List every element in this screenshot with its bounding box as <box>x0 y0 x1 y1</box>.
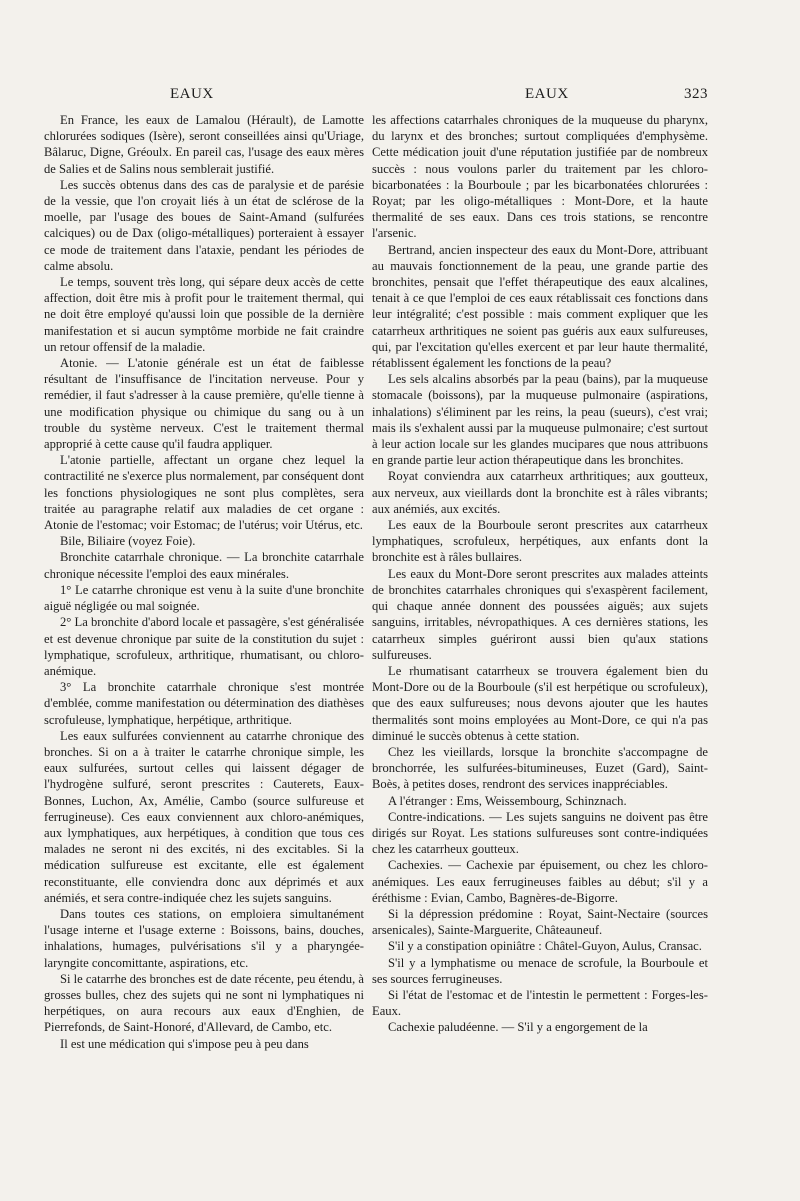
paragraph: A l'étranger : Ems, Weissembourg, Schinznach. <box>388 793 627 808</box>
paragraph: Royat conviendra aux catarrheux arthritiques; aux goutteux, aux nerveux, aux vieillards dont la bronchite est à râles vibrants; aux anémiés, aux excités. <box>372 469 708 516</box>
paragraph: Les succès obtenus dans des cas de paralysie et de parésie de la vessie, que l'on croyait liés à un état de sclérose de la moelle, par l'usage des boues de Saint-Amand (sulfurées calciques) ou de Dax (oligo-métalliques) porteraient à essayer ce mode de traitement dans l'ataxie, pendant les périodes de calme absolu. <box>44 177 364 273</box>
paragraph: Le temps, souvent très long, qui sépare deux accès de cette affection, doit être mis à profit pour le traitement thermal, qui ne doit être employé qu'aussi loin que possible de la dernière manifestation et si aucun symptôme morbide ne fait craindre un retour offensif de la maladie. <box>44 275 364 354</box>
paragraph: les affections catarrhales chroniques de la muqueuse du pharynx, du larynx et des bronches; surtout compliquées d'emphysème. Cette médication jouit d'une réputation justifiée par de nombreux succès : nous voulons parler du traitement par les chloro-bicarbonatées : la Bourboule ; par les bicarbonatées chlorurées : Royat; par les oligo-métalliques : Mont-Dore, et la haute thermalité de ses eaux. Dans ces trois stations, se rencontre l'arsenic. <box>372 113 708 241</box>
paragraph: Le rhumatisant catarrheux se trouvera également bien du Mont-Dore ou de la Bourboule (s'il est herpétique ou scrofuleux), que des eaux sulfureuses; nous devons ajouter que les hautes thermalités sont moins employées au Mont-Dore, ce qui n'a pas diminué le succès obtenus à cette station. <box>372 663 708 743</box>
paragraph: Il est une médication qui s'impose peu à peu dans <box>60 1036 309 1051</box>
paragraph: Bile, Biliaire (voyez Foie). <box>60 534 196 549</box>
paragraph: Dans toutes ces stations, on emploiera simultanément l'usage interne et l'usage externe : Boissons, bains, douches, inhalations, humages, pulvérisations s'il y a pharyngée-laryngite concomittante, aspirations, etc. <box>44 906 364 970</box>
paragraph: Les sels alcalins absorbés par la peau (bains), par la muqueuse stomacale (boissons), par la muqueuse pulmonaire (aspirations, inhalations) s'éliminent par les reins, la peau (sueurs), c'est vrai; mais ils s'exhalent aussi par la muqueuse pulmonaire; c'est surtout à leur action locale sur les glandes mucipares que nous attribuons en grande partie leur action thérapeutique dans les bronchites. <box>372 372 708 468</box>
paragraph: 2° La bronchite d'abord locale et passagère, s'est généralisée et est devenue chronique par suite de la constitution du sujet : lymphatique, scrofuleux, arthritique, rhumatisant, ou chloro-anémique. <box>44 615 364 678</box>
paragraph: Chez les vieillards, lorsque la bronchite s'accompagne de bronchorrée, les sulfurées-bitumineuses, Euzet (Gard), Saint-Boès, à petites doses, rendront des services inappréciables. <box>372 744 708 792</box>
paragraph: Les eaux sulfurées conviennent au catarrhe chronique des bronches. Si on a à traiter le catarrhe chronique simple, les eaux sulfurées, surtout celles qui laissent dégager de l'hydrogène sulfuré, seront prescrites : Cauterets, Eaux-Bonnes, Luchon, Ax, Amélie, Cambo (source sulfureuse et ferrugineuse). Ces eaux conviennent aux chloro-anémiques, aux lymphatiques, aux herpétiques, à condition que tous ces malades ne seront ni des excités, ni des excitables. Si la médication sulfureuse est excitante, elle est également reconstituante, elle conviendra donc aux déprimés et aux anémiés, et sera contre-indiquée chez les sujets sanguins. <box>44 728 364 905</box>
paragraph: Contre-indications. — Les sujets sanguins ne doivent pas être dirigés sur Royat. Les stations sulfureuses sont contre-indiquées chez les catarrheux goutteux. <box>372 809 708 857</box>
paragraph: Atonie. — L'atonie générale est un état de faiblesse résultant de l'insuffisance de l'incitation nerveuse. Pour y remédier, il faut s'adresser à la cause première, qu'elle tienne à une modification physique ou chimique du sang ou à un trouble du système nerveux. C'est le traitement thermal approprié à cette cause qu'il faudra appliquer. <box>44 356 364 452</box>
paragraph: En France, les eaux de Lamalou (Hérault), de Lamotte chlorurées sodiques (Isère), seront conseillées ainsi qu'Uriage, Bâlaruc, Digne, Gréoulx. En pareil cas, l'usage des eaux mères de Salies et de Salins nous semblerait justifié. <box>44 113 364 176</box>
paragraph: L'atonie partielle, affectant un organe chez lequel la contractilité ne s'exerce plus normalement, par conséquent dont les fonctions physiologiques ne sont plus complètes, sera traitée au paragraphe relatif aux maladies de cet organe : Atonie de l'estomac; voir Estomac; de l'utérus; voir Utérus, etc. <box>44 453 364 533</box>
paragraph: Cachexies. — Cachexie par épuisement, ou chez les chloro-anémiques. Les eaux ferrugineuses faibles au début; s'il y a éréthisme : Evian, Cambo, Bagnères-de-Bigorre. <box>372 858 708 905</box>
paragraph: Si l'état de l'estomac et de l'intestin le permettent : Forges-les-Eaux. <box>372 987 708 1019</box>
paragraph: Bertrand, ancien inspecteur des eaux du Mont-Dore, attribuant au mauvais fonctionnement de la peau, une grande partie des bronchites, pensait que l'effet thérapeutique des eaux alcalines, tenait à ce que l'emploi de ces eaux rétablissait ces fonctions dans leur intégralité; c'est possible : mais comment expliquer que les catarrheux arthritiques ne soient pas guéris aux eaux sulfureuses, qui, par l'excitation qu'elles exercent et par leur haute thermalité, rétablissent également les fonctions de la peau? <box>372 242 708 371</box>
paragraph: Si la dépression prédomine : Royat, Saint-Nectaire (sources arsenicales), Sainte-Marguerite, Châteauneuf. <box>372 906 708 938</box>
paragraph: S'il y a lymphatisme ou menace de scrofule, la Bourboule et ses sources ferrugineuses. <box>372 955 708 986</box>
header-title-right: EAUX <box>525 86 569 102</box>
running-header <box>0 86 800 108</box>
page-number: 323 <box>684 86 708 102</box>
paragraph: Cachexie paludéenne. — S'il y a engorgement de la <box>388 1020 648 1035</box>
header-title-left: EAUX <box>170 86 214 102</box>
paragraph: 1° Le catarrhe chronique est venu à la suite d'une bronchite aiguë négligée ou mal soignée. <box>44 582 364 614</box>
paragraph: Bronchite catarrhale chronique. — La bronchite catarrhale chronique nécessite l'emploi des eaux minérales. <box>44 550 364 581</box>
right-text-column <box>372 112 708 1192</box>
paragraph: 3° La bronchite catarrhale chronique s'est montrée d'emblée, comme manifestation ou détermination des diathèses scrofuleuse, lymphatique, herpétique, arthritique. <box>44 680 364 727</box>
left-text-column <box>44 112 364 1192</box>
paragraph: S'il y a constipation opiniâtre : Châtel-Guyon, Aulus, Cransac. <box>388 939 702 954</box>
paragraph: Les eaux de la Bourboule seront prescrites aux catarrheux lymphatiques, scrofuleux, herpétiques, aux enfants dont la bronchite est à râles bullaires. <box>372 518 708 565</box>
paragraph: Les eaux du Mont-Dore seront prescrites aux malades atteints de bronchites catarrhales chroniques qui s'exaspèrent facilement, qui chaque année donnent des poussées aiguës; aux sujets sanguins, irritables, névropathiques. A ces dernières stations, les catarrheux simples guériront aussi bien qu'aux stations sulfureuses. <box>372 566 708 662</box>
paragraph: Si le catarrhe des bronches est de date récente, peu étendu, à grosses bulles, chez des sujets qui ne sont ni lymphatiques ni herpétiques, on aura recours aux eaux d'Enghien, de Pierrefonds, de Saint-Honoré, d'Allevard, de Cambo, etc. <box>44 971 364 1035</box>
